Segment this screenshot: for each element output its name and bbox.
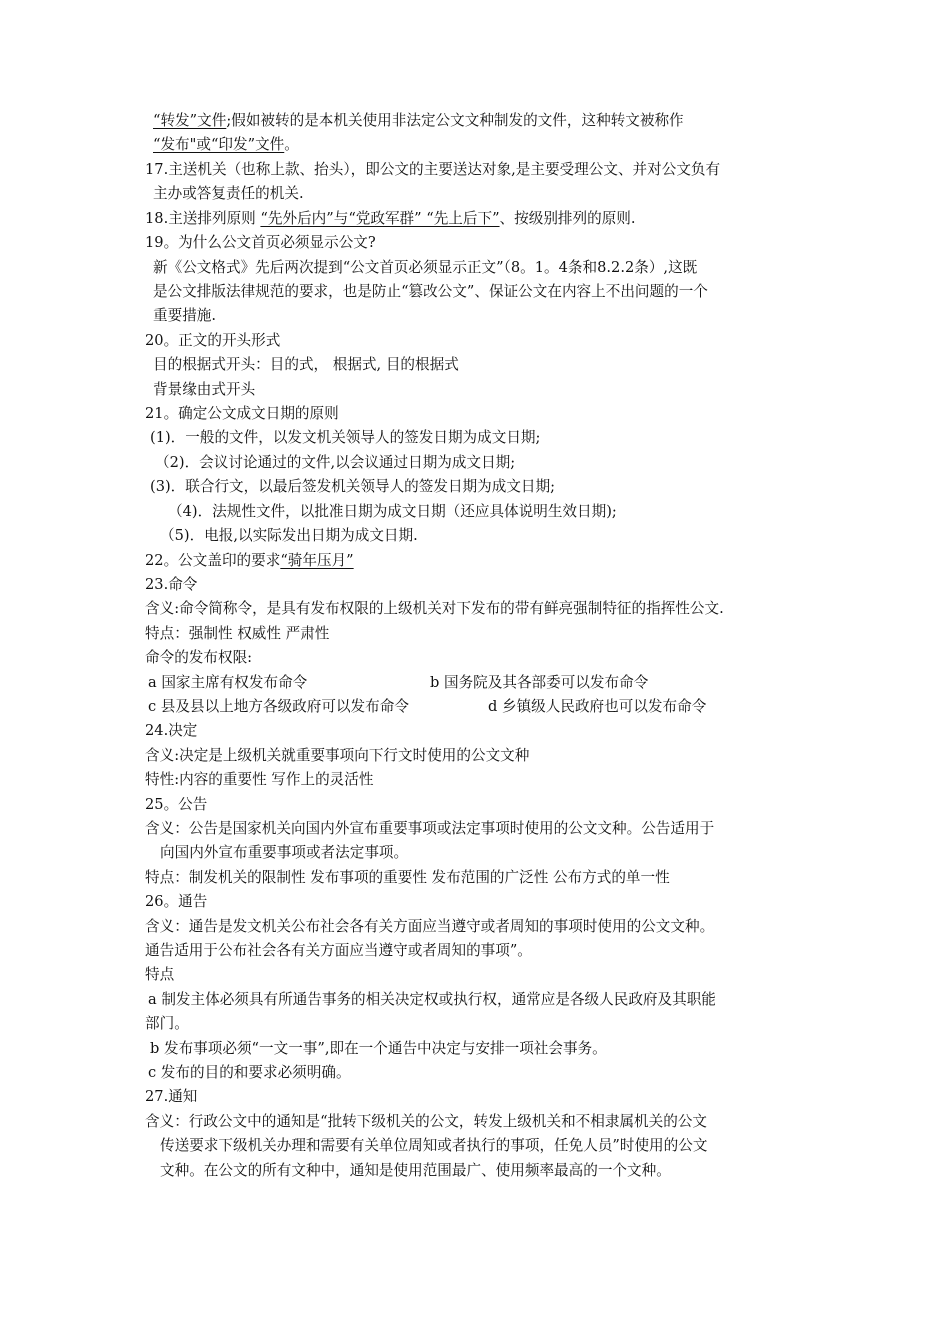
text-line [145,551,354,573]
text-segment: 主办或答复责任的机关. [153,185,304,202]
text-line [145,868,670,890]
text-line [145,1087,197,1109]
text-segment: (3)．联合行文，以最后签发机关领导人的签发日期为成文日期; [150,478,556,495]
text-line [145,209,636,231]
text-segment: 新《公文格式》先后两次提到“公文首页必须显示正文”（8。1。4条和8.2.2条）,这既 [153,259,698,276]
text-line [145,575,197,597]
text-line-second-column: d 乡镇级人民政府也可以发布命令 [488,698,707,715]
text-line [145,795,207,817]
text-segment: 23.命令 [145,576,198,593]
text-line [168,502,617,524]
text-line [145,599,724,621]
text-segment: （4)．法规性文件，以批准日期为成文日期（还应具体说明生效日期); [168,503,617,520]
text-segment: 含义:命令简称令，是具有发布权限的上级机关对下发布的带有鲜亮强制特征的指挥性公文. [145,600,724,617]
text-segment: 25。公告 [145,796,208,813]
text-segment: （2)．会议讨论通过的文件,以会议通过日期为成文日期; [155,454,516,471]
underlined-text: “转发”文件 [153,112,227,129]
text-line [145,746,529,768]
text-segment: 18.主送排列原则 [145,210,261,227]
text-line [155,453,515,475]
text-line [145,941,532,963]
text-segment: 传送要求下级机关办理和需要有关单位周知或者执行的事项，任免人员”时使用的公文 [160,1137,708,1154]
text-line [153,184,304,206]
text-segment: 17.主送机关（也称上款、抬头），即公文的主要送达对象,是主要受理公文、并对公文负有 [145,161,721,178]
underlined-text: “先外后内”与“党政军群” “先上后下” [260,210,500,227]
text-line [160,526,418,548]
text-line [153,282,708,304]
text-segment: 含义:决定是上级机关就重要事项向下行文时使用的公文文种 [145,747,530,764]
text-segment: 21。确定公文成文日期的原则 [145,405,339,422]
text-line [145,624,329,646]
text-segment: 19。为什么公文首页必须显示公文? [145,234,376,251]
text-line [153,135,299,157]
text-line [148,1063,351,1085]
text-line [145,892,207,914]
text-segment: （5)．电报,以实际发出日期为成文日期. [160,527,418,544]
text-segment: 背景缘由式开头 [153,381,256,398]
text-line [145,819,714,841]
text-line [145,160,720,182]
text-line [145,331,280,353]
text-segment: 、按级别排列的原则. [499,210,636,227]
text-line [160,843,408,865]
text-line [145,1112,707,1134]
text-segment: 27.通知 [145,1088,198,1105]
text-line [160,1161,671,1183]
text-line [150,477,555,499]
text-line [153,355,459,377]
text-segment: 是公文排版法律规范的要求，也是防止“篡改公文”、保证公文在内容上不出问题的一个 [153,283,708,300]
text-segment: 重要措施. [153,307,217,324]
underlined-text: “发布"或“印发”文件 [153,136,285,153]
text-line [150,1039,607,1061]
text-line-second-column: b 国务院及其各部委可以发布命令 [430,674,649,691]
text-line [145,648,252,670]
text-line [145,917,714,939]
text-line [160,1136,707,1158]
text-segment: 特点：强制性 权威性 严肃性 [145,625,330,642]
text-segment: 。 [284,136,299,153]
text-segment: 文种。在公文的所有文种中，通知是使用范围最广、使用频率最高的一个文种。 [160,1162,671,1179]
text-segment: 特点 [145,966,175,983]
text-line [148,697,409,719]
text-line [148,990,716,1012]
text-segment: a 制发主体必须具有所通告事务的相关决定权或执行权，通常应是各级人民政府及其职能 [148,991,716,1008]
text-line [145,770,373,792]
text-segment: 20。正文的开头形式 [145,332,281,349]
text-segment: a 国家主席有权发布命令 [148,674,308,691]
text-segment: b 发布事项必须“一文一事”,即在一个通告中决定与安排一项社会事务。 [150,1040,607,1057]
text-segment: 通告适用于公布社会各有关方面应当遵守或者周知的事项”。 [145,942,532,959]
text-line [145,965,174,987]
text-segment: 含义：通告是发文机关公布社会各有关方面应当遵守或者周知的事项时使用的公文文种。 [145,918,715,935]
text-line [153,306,216,328]
text-line [145,1014,189,1036]
underlined-text: “骑年压月” [280,552,354,569]
text-line [150,428,540,450]
text-line [153,258,697,280]
text-segment: 命令的发布权限: [145,649,253,666]
text-segment: 特点：制发机关的限制性 发布事项的重要性 发布范围的广泛性 公布方式的单一性 [145,869,670,886]
text-line [145,721,197,743]
text-segment: 部门。 [145,1015,189,1032]
text-line [145,404,339,426]
text-segment: 26。通告 [145,893,208,910]
text-segment: 含义：行政公文中的通知是“批转下级机关的公文，转发上级机关和不相隶属机关的公文 [145,1113,708,1130]
text-segment: 向国内外宣布重要事项或者法定事项。 [160,844,409,861]
text-segment: ;假如被转的是本机关使用非法定公文文种制发的文件，这种转文被称作 [226,112,684,129]
text-line [148,673,307,695]
text-segment: 特性:内容的重要性 写作上的灵活性 [145,771,374,788]
text-segment: 24.决定 [145,722,198,739]
text-segment: c 县及县以上地方各级政府可以发布命令 [148,698,409,715]
text-line [153,111,684,133]
text-segment: 22。公文盖印的要求 [145,552,281,569]
text-segment: (1)．一般的文件，以发文机关领导人的签发日期为成文日期; [150,429,541,446]
text-segment: 目的根据式开头：目的式， 根据式, 目的根据式 [153,356,459,373]
text-line [153,380,255,402]
text-line [145,233,376,255]
text-segment: c 发布的目的和要求必须明确。 [148,1064,351,1081]
text-segment: 含义：公告是国家机关向国内外宣布重要事项或法定事项时使用的公文文种。公告适用于 [145,820,715,837]
